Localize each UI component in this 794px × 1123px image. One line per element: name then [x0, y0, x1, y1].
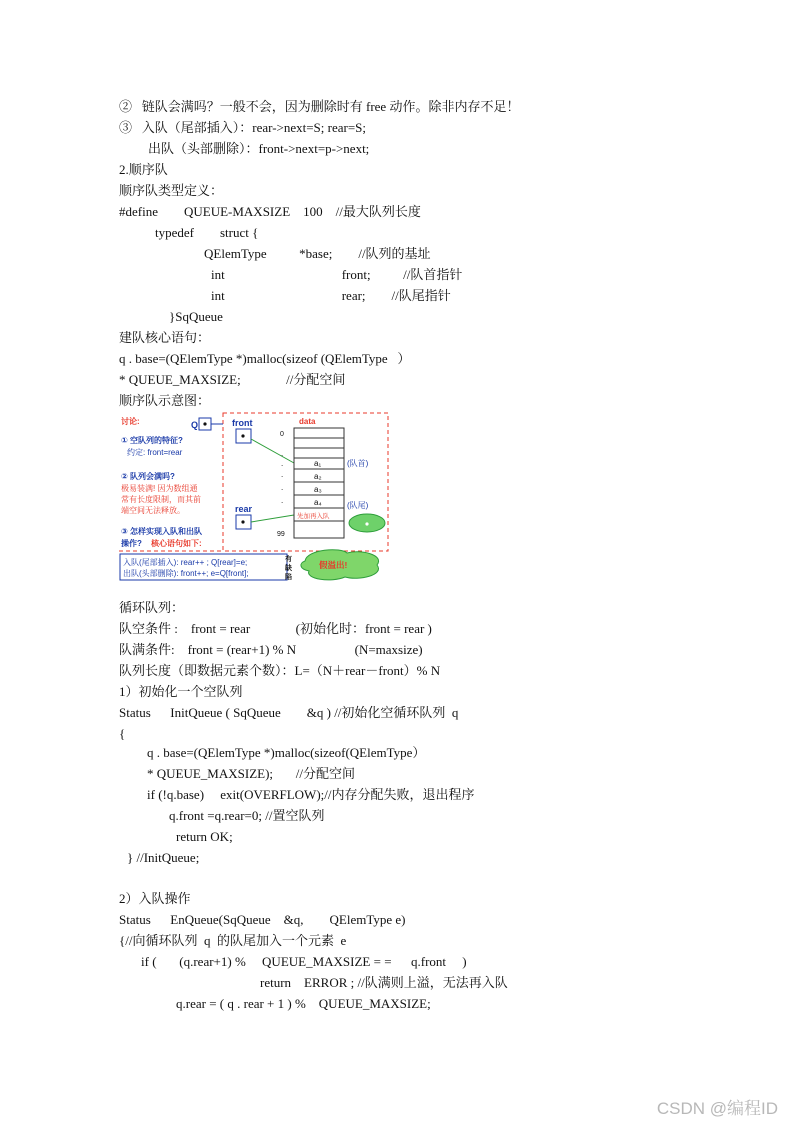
- code-line: q.front =q.rear=0; //置空队列: [169, 808, 325, 823]
- answer-1: 约定: front=rear: [127, 448, 183, 457]
- answer-2-line3: 端空间无法释放。: [121, 506, 185, 515]
- answer-2-line1: 极易装满! 因为数组通: [121, 484, 198, 493]
- answer-2-line2: 常有长度限制，而其前: [121, 495, 201, 504]
- q-label: Q: [191, 420, 199, 430]
- text-line: 1）初始化一个空队列: [119, 684, 243, 699]
- cell-a2: a₂: [314, 472, 322, 481]
- rear-pointer-dot: [241, 520, 244, 523]
- rear-pointer-arrow: [251, 515, 294, 522]
- code-line: Status InitQueue ( SqQueue &q ) //初始化空循环队列 q: [119, 705, 459, 720]
- code-line: * QUEUE_MAXSIZE; //分配空间: [119, 372, 346, 387]
- code-line: #define QUEUE-MAXSIZE 100 //最大队列长度: [119, 204, 421, 219]
- code-line: if ( (q.rear+1) % QUEUE_MAXSIZE = = q.front ): [141, 954, 467, 969]
- text-line: 顺序队类型定义：: [119, 183, 224, 198]
- code-line: q . base=(QElemType *)malloc(sizeof (QElemType ）: [119, 351, 411, 366]
- index-0: 0: [280, 431, 284, 438]
- code-line: int rear; //队尾指针: [211, 288, 451, 303]
- code-line: }SqQueue: [169, 309, 223, 324]
- core-statements: 核心语句如下:: [151, 539, 202, 548]
- question-3-line1: ③ 怎样实现入队和出队: [121, 527, 202, 536]
- defect-2: 缺: [285, 565, 292, 572]
- svg-text:.: .: [281, 449, 284, 458]
- text-line: 循环队列：: [119, 600, 185, 615]
- text-line: 建队核心语句：: [119, 330, 211, 345]
- code-line: typedef struct {: [155, 225, 259, 240]
- code-line: {//向循环队列 q 的队尾加入一个元素 e: [119, 933, 347, 948]
- svg-text:.: .: [281, 470, 284, 479]
- code-line: q . base=(QElemType *)malloc(sizeof(QElemType）: [147, 745, 426, 760]
- code-line: return ERROR ; //队满则上溢，无法再入队: [260, 975, 508, 990]
- section-heading: 2.顺序队: [119, 162, 168, 177]
- cell-a3: a₃: [314, 485, 322, 494]
- question-2: ② 队列会满吗?: [121, 472, 175, 481]
- data-label: data: [299, 417, 316, 426]
- defect-3: 陷: [285, 574, 292, 581]
- defect-1: 有: [285, 556, 292, 563]
- rear-label: rear: [235, 504, 253, 514]
- queue-head-label: (队首): [347, 459, 369, 468]
- q-pointer-dot: [203, 422, 206, 425]
- svg-text:.: .: [281, 459, 284, 468]
- code-line: q.rear = ( q . rear + 1 ) % QUEUE_MAXSIZE;: [176, 996, 431, 1011]
- code-line: if (!q.base) exit(OVERFLOW);//内存分配失败，退出程序: [147, 787, 475, 802]
- code-line: Status EnQueue(SqQueue &q, QElemType e): [119, 912, 406, 927]
- csdn-watermark: CSDN @编程ID: [656, 1099, 778, 1118]
- code-line: {: [119, 726, 126, 741]
- code-line: * QUEUE_MAXSIZE); //分配空间: [147, 766, 355, 781]
- cell-a1: a₁: [314, 459, 322, 468]
- code-line: } //InitQueue;: [127, 850, 200, 865]
- cell-new: 先加再入队: [297, 513, 330, 520]
- text-line: 队列长度（即数据元素个数）：L=（N＋rear－front）% N: [119, 663, 441, 678]
- overflow-label: 假溢出!: [319, 560, 348, 570]
- svg-text:.: .: [281, 496, 284, 505]
- text-line: 2）入队操作: [119, 891, 191, 906]
- text-line: ③ 入队（尾部插入）：rear->next=S; rear=S;: [119, 120, 367, 135]
- text-line: 队空条件 : front = rear (初始化时：front = rear ): [119, 621, 432, 636]
- question-1: ① 空队列的特征?: [121, 436, 183, 445]
- code-line: int front; //队首指针: [211, 267, 463, 282]
- text-line: 顺序队示意图：: [119, 393, 211, 408]
- front-pointer-dot: [241, 434, 244, 437]
- text-line: 出队（头部删除）：front->next=p->next;: [148, 141, 370, 156]
- queue-tail-label: (队尾): [347, 501, 369, 510]
- queue-diagram-svg: [119, 411, 391, 586]
- enqueue-op: 入队(尾部插入): rear++ ; Q[rear]=e;: [123, 558, 248, 567]
- question-3-line2: 操作?: [121, 539, 142, 548]
- front-label: front: [232, 418, 253, 428]
- code-line: QElemType *base; //队列的基址: [204, 246, 431, 261]
- cell-a4: a₄: [314, 498, 322, 507]
- text-line: ② 链队会满吗？一般不会，因为删除时有 free 动作。除非内存不足！: [119, 99, 520, 114]
- sequential-queue-diagram: [119, 411, 391, 586]
- discuss-label: 讨论:: [121, 417, 140, 426]
- text-line: 队满条件: front = (rear+1) % N (N=maxsize): [119, 642, 423, 657]
- svg-text:.: .: [281, 483, 284, 492]
- index-99: 99: [277, 531, 285, 538]
- code-line: return OK;: [176, 829, 233, 844]
- front-pointer-arrow: [251, 439, 294, 463]
- dequeue-op: 出队(头部删除): front++; e=Q[front];: [123, 569, 249, 578]
